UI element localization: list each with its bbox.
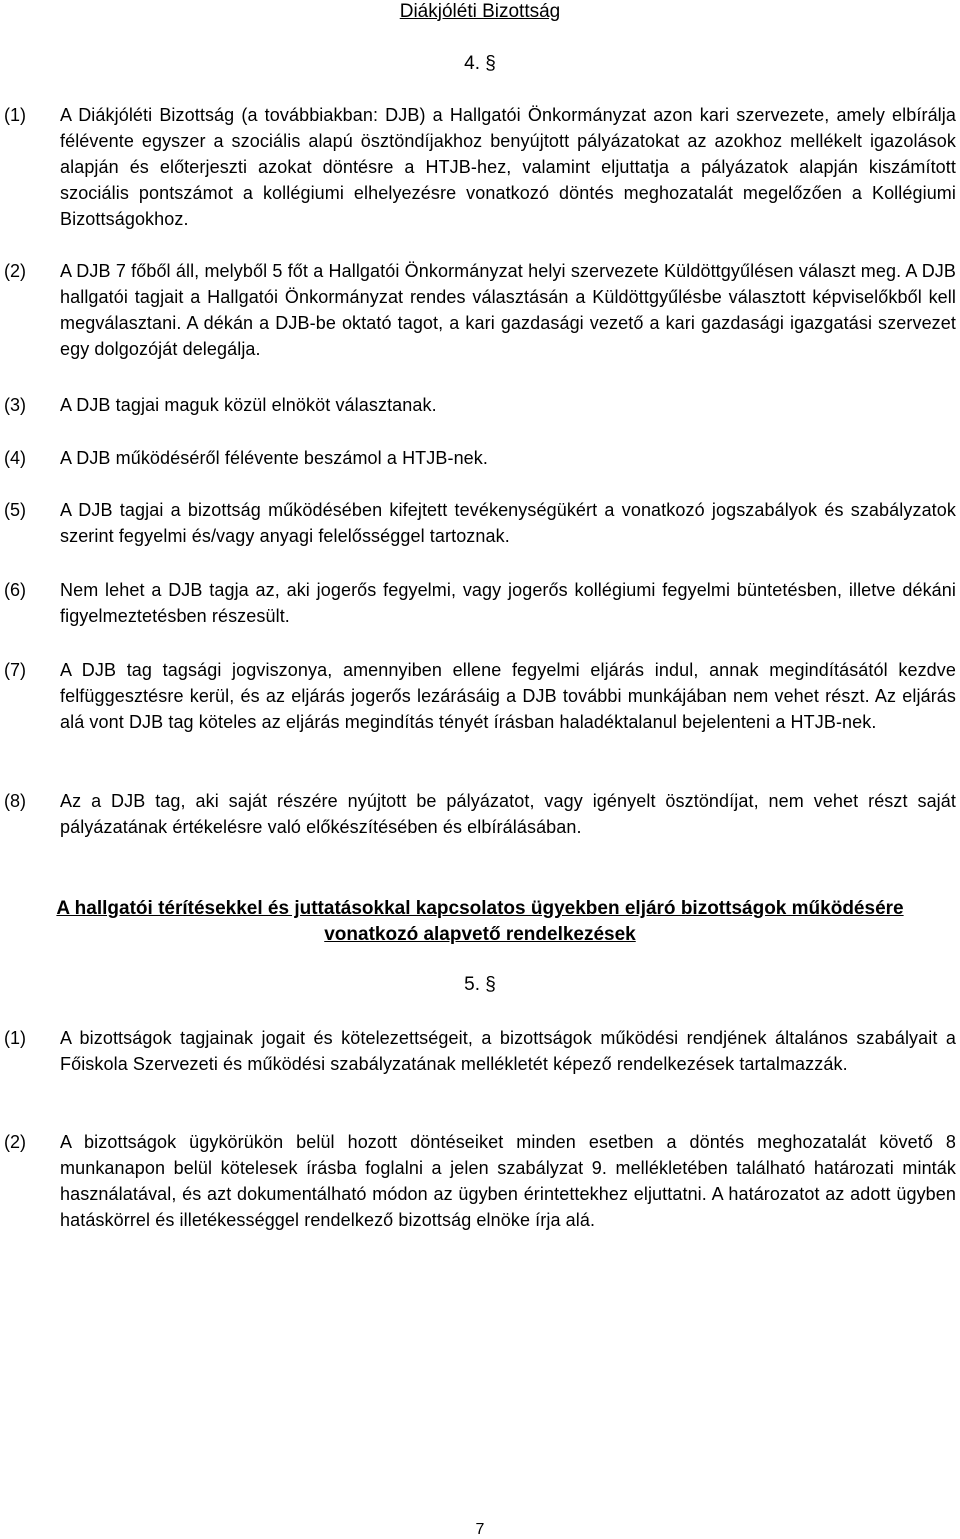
- paragraph-text: A DJB 7 főből áll, melyből 5 főt a Hallgatói Önkormányzat helyi szervezete Küldöttgyűlésen választ meg. A DJB hallgatói tagjait a Hallgatói Önkormányzat rendes választásán a Küldöttgyűlésbe választott képviselőkből kell megválasztani. A dékán a DJB-be oktató tagot, a kari gazdasági vezető a kari gazdasági igazgatási szervezet egy dolgozóját delegálja.: [60, 261, 956, 359]
- s4-paragraph-1: [4, 102, 956, 232]
- s4-paragraph-7: [4, 657, 956, 735]
- paragraph-number: (7): [4, 660, 26, 680]
- paragraph-number: (6): [4, 580, 26, 600]
- chapter-title-line-2: vonatkozó alapvető rendelkezések: [324, 924, 636, 945]
- paragraph-number: (2): [4, 1132, 26, 1152]
- paragraph-text: Az a DJB tag, aki saját részére nyújtott be pályázatot, vagy igényelt ösztöndíjat, nem vehet részt saját pályázatának értékelésre való előkészítésében és elbírálásában.: [60, 791, 956, 837]
- committee-heading-text: Diákjóléti Bizottság: [399, 1, 561, 22]
- paragraph-number: (1): [4, 105, 26, 125]
- committee-heading: [0, 0, 960, 24]
- paragraph-number: (3): [4, 395, 26, 415]
- paragraph-number: (2): [4, 261, 26, 281]
- paragraph-number: (8): [4, 791, 26, 811]
- s5-paragraph-1: [4, 1025, 956, 1077]
- s4-paragraph-5: [4, 497, 956, 549]
- paragraph-text: A bizottságok tagjainak jogait és kötelezettségeit, a bizottságok működési rendjének általános szabályait a Főiskola Szervezeti és működési szabályzatának mellékletét képező rendelkezések tartalmazzák.: [60, 1028, 956, 1074]
- section-5-mark: 5. §: [464, 974, 496, 995]
- paragraph-text: A DJB működéséről félévente beszámol a HTJB-nek.: [60, 448, 488, 468]
- paragraph-number: (5): [4, 500, 26, 520]
- paragraph-text: A Diákjóléti Bizottság (a továbbiakban: DJB) a Hallgatói Önkormányzat azon kari szervezete, amely elbírálja félévente egyszer a szociális alapú ösztöndíjakhoz benyújtott pályázatokat az azokhoz mellékelt igazolások alapján és előterjeszti azokat döntésre a HTJB-hez, valamint eljuttatja a pályázatok alapján kiszámított szociális pontszámot a kollégiumi elhelyezésre vonatkozó döntés meghozatalát megelőzően a Kollégiumi Bizottságokhoz.: [60, 105, 956, 229]
- s4-paragraph-8: [4, 788, 956, 840]
- paragraph-text: Nem lehet a DJB tagja az, aki jogerős fegyelmi, vagy jogerős kollégiumi fegyelmi büntetésben, illetve dékáni figyelmeztetésben részesült.: [60, 580, 956, 626]
- s4-paragraph-2: [4, 258, 956, 362]
- paragraph-text: A DJB tagjai maguk közül elnököt választanak.: [60, 395, 437, 415]
- s4-paragraph-6: [4, 577, 956, 629]
- paragraph-number: (4): [4, 448, 26, 468]
- chapter-title: [0, 896, 960, 948]
- section-4-mark: 4. §: [464, 53, 496, 74]
- paragraph-number: (1): [4, 1028, 26, 1048]
- s5-paragraph-2: [4, 1129, 956, 1233]
- paragraph-text: A DJB tag tagsági jogviszonya, amennyiben ellene fegyelmi eljárás indul, annak megindításától kezdve felfüggesztésre kerül, és az eljárás jogerős lezárásáig a DJB további munkájában nem vehet részt. Az eljárás alá vont DJB tag köteles az eljárás megindítás tényét írásban haladéktalanul bejelenteni a HTJB-nek.: [60, 660, 956, 732]
- chapter-title-line-1: A hallgatói térítésekkel és juttatásokkal kapcsolatos ügyekben eljáró bizottságok működésére: [56, 898, 904, 919]
- paragraph-text: A DJB tagjai a bizottság működésében kifejtett tevékenységükért a vonatkozó jogszabályok és szabályzatok szerint fegyelmi és/vagy anyagi felelősséggel tartoznak.: [60, 500, 956, 546]
- page-number: 7: [475, 1521, 485, 1538]
- s4-paragraph-3: [4, 392, 956, 418]
- paragraph-text: A bizottságok ügykörükön belül hozott döntéseiket minden esetben a döntés meghozatalát követő 8 munkanapon belül kötelesek írásba foglalni a jelen szabályzat 9. mellékletében található határozati minták használatával, és azt dokumentálható módon az ügyben érintettekhez eljuttatni. A határozatot az adott ügyben hatáskörrel és illetékességgel rendelkező bizottság elnöke írja alá.: [60, 1132, 956, 1230]
- s4-paragraph-4: [4, 445, 956, 471]
